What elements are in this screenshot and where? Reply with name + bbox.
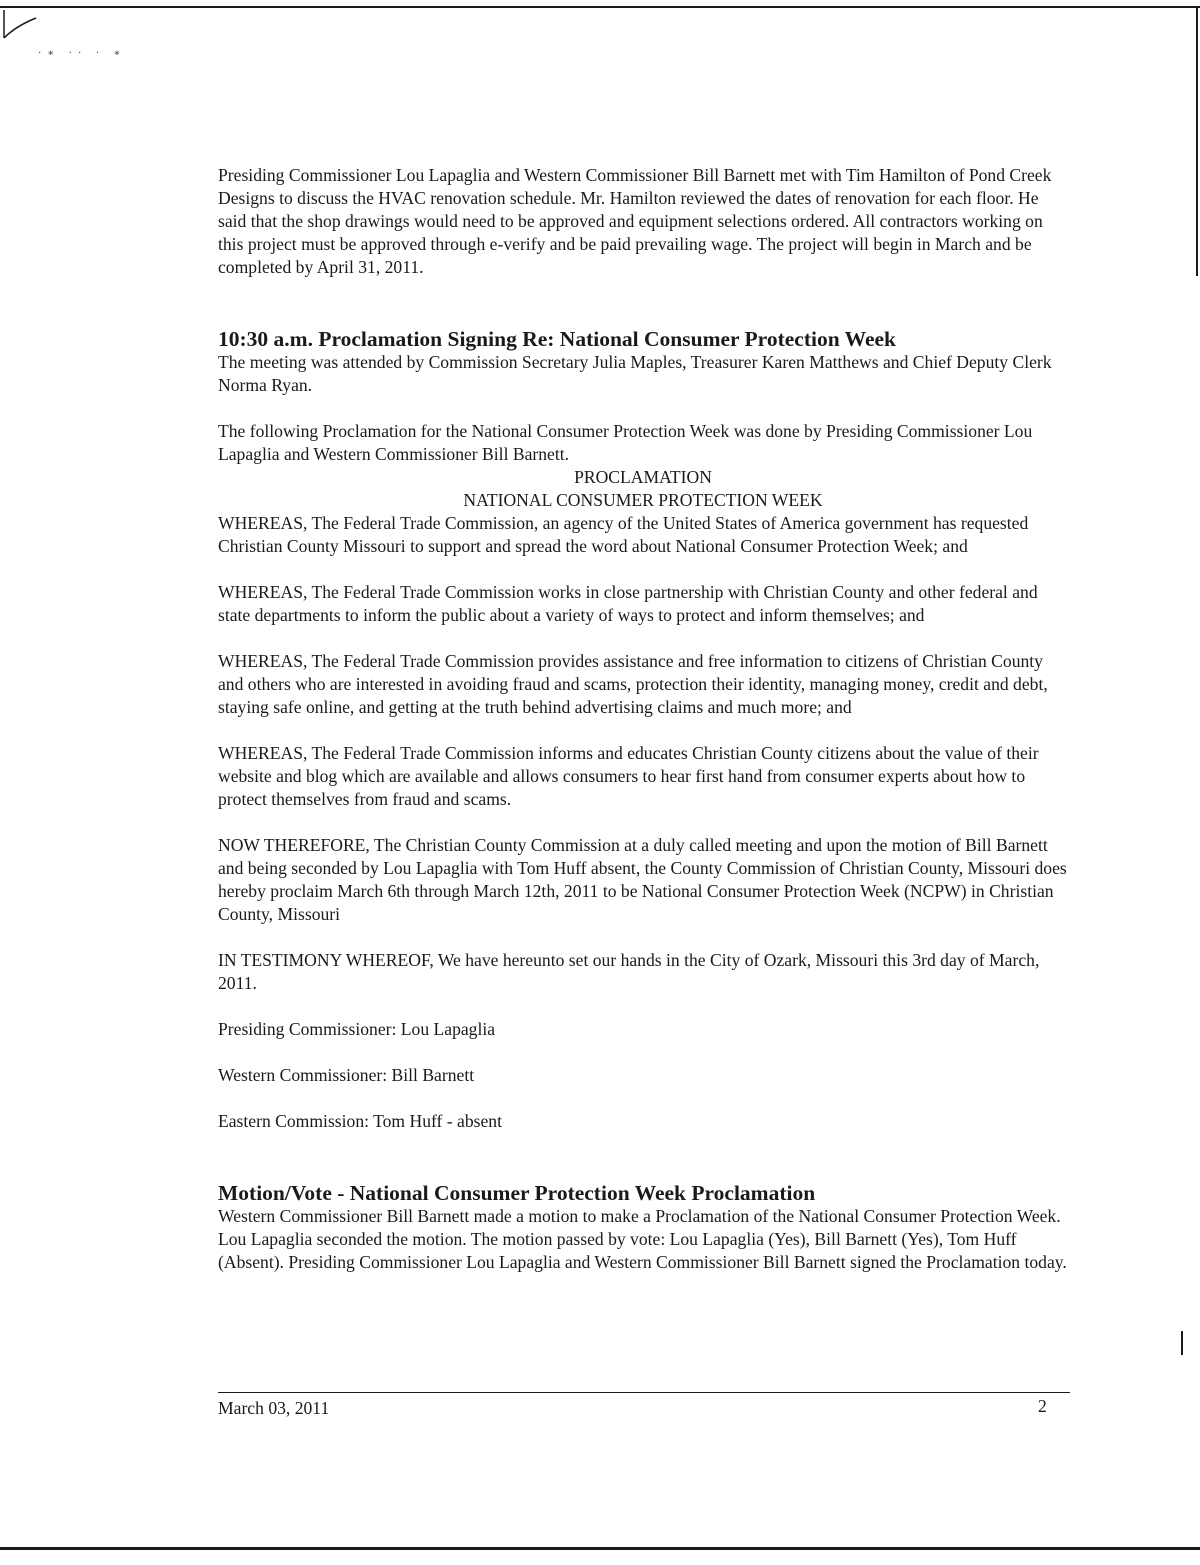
document-body (218, 164, 1068, 1274)
motion-vote-paragraph: Western Commissioner Bill Barnett made a motion to make a Proclamation of the National Consumer Protection Week. Lou Lapaglia seconded the motion. The motion passed by vote: Lou Lapaglia (Yes), Bill Barnett (Yes), Tom Huff (Absent). Presiding Commissioner Lou Lapaglia and Western Commissioner Bill Barnett signed the Proclamation today. (218, 1206, 1067, 1272)
intro-paragraph: Presiding Commissioner Lou Lapaglia and Western Commissioner Bill Barnett met with Tim Hamilton of Pond Creek Designs to discuss the HVAC renovation schedule. Mr. Hamilton reviewed the dates of renovation for each floor. He said that the shop drawings would need to be approved and equipment selections ordered. All contractors working on this project must be approved through e-verify and be paid prevailing wage. The project will begin in March and be completed by April 31, 2011. (218, 165, 1052, 277)
testimony-clause: IN TESTIMONY WHEREOF, We have hereunto set our hands in the City of Ozark, Missouri this 3rd day of March, 2011. (218, 950, 1040, 993)
now-therefore-clause: NOW THEREFORE, The Christian County Commission at a duly called meeting and upon the motion of Bill Barnett and being seconded by Lou Lapaglia with Tom Huff absent, the County Commission of Christian County, Missouri does hereby proclaim March 6th through March 12th, 2011 to be National Consumer Protection Week (NCPW) in Christian County, Missouri (218, 835, 1067, 924)
scan-speckle: ·∗ ·· · ∗ (38, 48, 127, 59)
scan-corner-mark (2, 8, 42, 42)
signature-presiding: Presiding Commissioner: Lou Lapaglia (218, 1019, 496, 1039)
whereas-clause-1: WHEREAS, The Federal Trade Commission, an agency of the United States of America government has requested Christian County Missouri to support and spread the word about National Consumer Protection Week; and (218, 513, 1029, 556)
section-heading-proclamation-signing: 10:30 a.m. Proclamation Signing Re: National Consumer Protection Week (218, 327, 897, 351)
whereas-clause-2: WHEREAS, The Federal Trade Commission works in close partnership with Christian County and other federal and state departments to inform the public about a variety of ways to protect and inform themselves; and (218, 582, 1038, 625)
whereas-clause-3: WHEREAS, The Federal Trade Commission provides assistance and free information to citizens of Christian County and others who are interested in avoiding fraud and scams, protection their identity, managing money, credit and debt, staying safe online, and getting at the truth behind advertising claims and much more; and (218, 651, 1048, 717)
attendance-paragraph: The meeting was attended by Commission Secretary Julia Maples, Treasurer Karen Matthews and Chief Deputy Clerk Norma Ryan. (218, 352, 1052, 395)
proclamation-title: PROCLAMATION (574, 467, 712, 487)
signature-eastern: Eastern Commission: Tom Huff - absent (218, 1111, 502, 1131)
section-heading-motion-vote: Motion/Vote - National Consumer Protection Week Proclamation (218, 1181, 816, 1205)
margin-change-bar (1181, 1331, 1183, 1355)
scan-border-bottom (0, 1547, 1200, 1550)
footer-date: March 03, 2011 (218, 1398, 330, 1418)
proclamation-subtitle: NATIONAL CONSUMER PROTECTION WEEK (463, 490, 823, 510)
footer-rule (218, 1392, 1070, 1393)
page-number: 2 (1038, 1396, 1047, 1416)
signature-western: Western Commissioner: Bill Barnett (218, 1065, 475, 1085)
proclamation-intro: The following Proclamation for the National Consumer Protection Week was done by Presiding Commissioner Lou Lapaglia and Western Commissioner Bill Barnett. (218, 421, 1033, 464)
whereas-clause-4: WHEREAS, The Federal Trade Commission informs and educates Christian County citizens about the value of their website and blog which are available and allows consumers to hear first hand from consumer experts about how to protect themselves from fraud and scams. (218, 743, 1039, 809)
scan-border-top (0, 6, 1200, 8)
scan-border-right (1196, 6, 1198, 276)
